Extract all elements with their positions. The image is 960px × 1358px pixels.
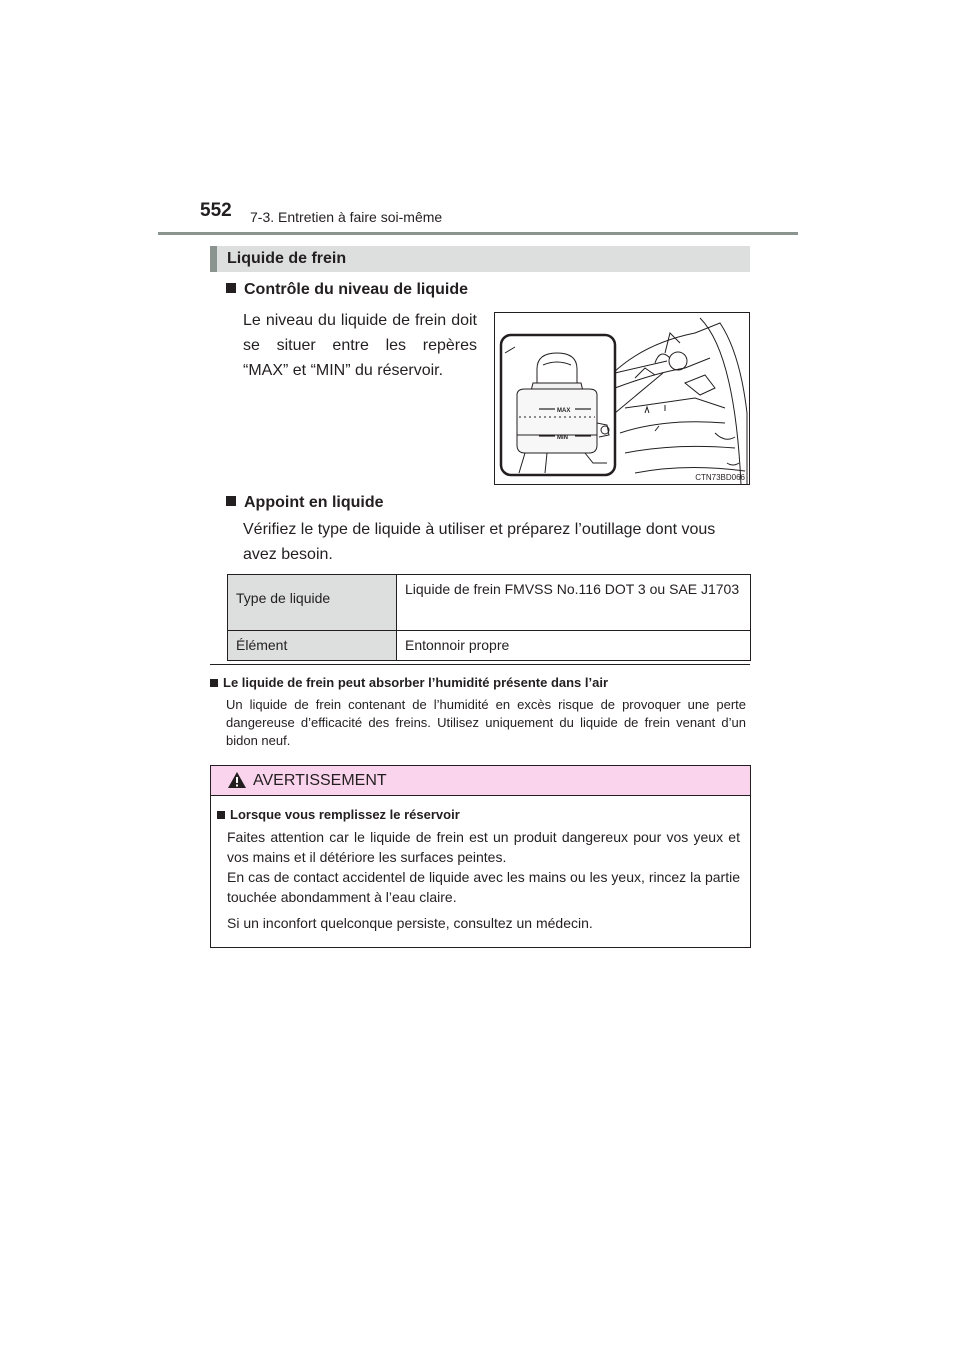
fluid-spec-table (227, 574, 751, 661)
warning-text-3: Si un inconfort quelconque persiste, consultez un médecin. (227, 915, 593, 931)
page-number: 552 (200, 200, 232, 221)
note-title (210, 675, 608, 690)
table-value: Entonnoir propre (397, 631, 751, 661)
check-level-heading-text: Contrôle du niveau de liquide (244, 281, 469, 298)
warning-text-1: Faites attention car le liquide de frein est un produit dangereux pour vos yeux et vos mains et il détériore les surfaces peintes. (227, 829, 740, 865)
table-key: Élément (228, 631, 397, 661)
table-row (228, 575, 751, 631)
check-level-heading (226, 281, 468, 299)
warning-triangle-icon (227, 771, 247, 789)
note-text: Un liquide de frein contenant de l’humidité en excès risque de provoquer une perte dangereuse d’efficacité des freins. Utilisez uniquement du liquide de frein venant d’un bidon neuf. (226, 697, 746, 748)
warning-subtitle (217, 807, 740, 822)
warning-header (211, 766, 750, 796)
warning-text-2: En cas de contact accidentel de liquide avec les mains ou les yeux, rincez la partie touchée abondamment à l’eau claire. (227, 869, 740, 905)
top-up-heading (226, 494, 384, 512)
figure-code: CTN73BD066 (695, 473, 745, 482)
brake-reservoir-illustration (495, 313, 750, 485)
square-bullet-icon (226, 496, 236, 506)
top-up-text: Vérifiez le type de liquide à utiliser et préparez l’outillage dont vous avez besoin. (243, 521, 716, 563)
topic-title: Liquide de frein (227, 250, 347, 267)
warning-box (210, 765, 751, 948)
section-title: 7-3. Entretien à faire soi-même (250, 209, 443, 225)
note-rule (210, 664, 750, 665)
table-value: Liquide de frein FMVSS No.116 DOT 3 ou SAE J1703 (397, 575, 751, 631)
warning-title: AVERTISSEMENT (253, 772, 387, 789)
square-bullet-icon (210, 679, 218, 687)
min-mark-label: MIN (557, 435, 568, 441)
brake-reservoir-figure (494, 312, 750, 485)
max-mark-label: MAX (557, 408, 571, 414)
topic-bar-accent (210, 246, 217, 272)
square-bullet-icon (226, 283, 236, 293)
top-up-heading-text: Appoint en liquide (244, 494, 384, 511)
check-level-text: Le niveau du liquide de frein doit se situer entre les repères “MAX” et “MIN” du réservoir. (243, 312, 477, 379)
note-title-text: Le liquide de frein peut absorber l’humidité présente dans l’air (223, 675, 609, 690)
warning-subtitle-text: Lorsque vous remplissez le réservoir (230, 807, 460, 822)
table-key: Type de liquide (228, 575, 397, 631)
warning-body (217, 807, 740, 933)
topic-bar (210, 246, 750, 272)
square-bullet-icon (217, 811, 225, 819)
table-row (228, 631, 751, 661)
header-rule (158, 232, 798, 235)
